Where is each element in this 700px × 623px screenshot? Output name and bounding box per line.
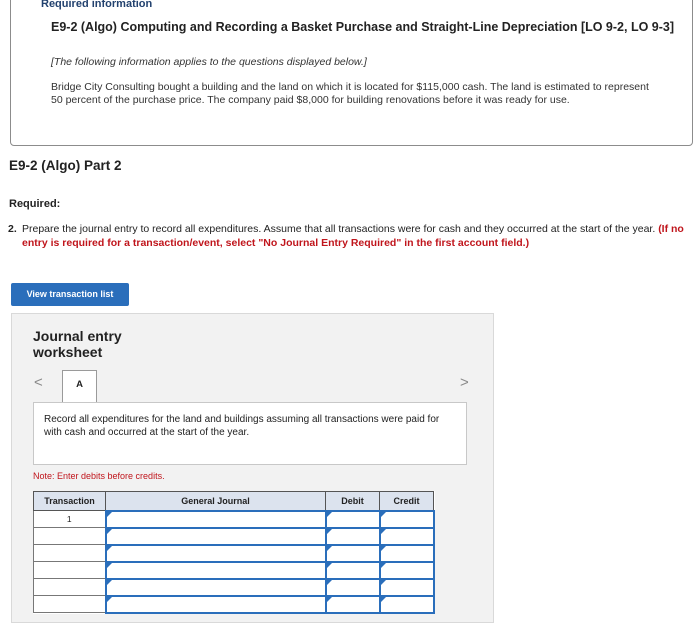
transaction-cell [34,528,106,545]
account-field[interactable] [106,545,326,562]
required-information-panel [10,0,693,146]
header-debit: Debit [326,492,380,511]
account-field[interactable] [106,562,326,579]
question-text: Prepare the journal entry to record all expenditures. Assume that all transactions were for cash and they occurred at the start of the year. [22,223,656,235]
required-label: Required: [9,198,61,210]
transaction-cell: 1 [34,511,106,528]
credit-field[interactable] [380,579,434,596]
table-row [34,528,434,545]
worksheet-title: Journal entry worksheet [33,328,122,360]
journal-entry-worksheet [11,313,494,623]
table-row [34,596,434,613]
tab-a[interactable]: A [62,370,97,402]
debits-note: Note: Enter debits before credits. [33,471,165,481]
chevron-right-icon[interactable]: > [460,374,469,391]
problem-intro: Bridge City Consulting bought a building and the land on which it is located for $115,000 cash. The land is estimated to represent 50 percent of the purchase price. The company paid $8,000 for building renovations before it was ready for use. [51,81,649,106]
account-field[interactable] [106,579,326,596]
required-information-heading: Required information [41,0,153,10]
question [8,222,694,249]
header-general-journal: General Journal [106,492,326,511]
credit-field[interactable] [380,528,434,545]
table-row [34,545,434,562]
header-credit: Credit [380,492,434,511]
debit-field[interactable] [326,545,380,562]
credit-field[interactable] [380,596,434,613]
header-transaction: Transaction [34,492,106,511]
credit-field[interactable] [380,545,434,562]
table-row [34,562,434,579]
transaction-cell [34,562,106,579]
table-row [34,511,434,528]
journal-table [33,491,435,614]
applies-note: [The following information applies to the questions displayed below.] [51,56,367,68]
debit-field[interactable] [326,596,380,613]
transaction-cell [34,596,106,613]
chevron-left-icon[interactable]: < [34,374,43,391]
transaction-cell [34,545,106,562]
credit-field[interactable] [380,562,434,579]
debit-field[interactable] [326,579,380,596]
question-note: (If no entry is required for a transaction/event, select "No Journal Entry Required" in the first account field.) [22,223,684,249]
debit-field[interactable] [326,528,380,545]
debit-field[interactable] [326,511,380,528]
account-field[interactable] [106,511,326,528]
question-number: 2. [8,223,17,235]
table-row [34,579,434,596]
worksheet-instruction: Record all expenditures for the land and buildings assuming all transactions were paid for with cash and occurred at the start of the year. [33,402,467,465]
debit-field[interactable] [326,562,380,579]
problem-title: E9-2 (Algo) Computing and Recording a Basket Purchase and Straight-Line Depreciation [LO 9-2, LO 9-3] [51,20,675,34]
view-transaction-list-button[interactable]: View transaction list [11,283,129,306]
part-title: E9-2 (Algo) Part 2 [9,158,122,173]
credit-field[interactable] [380,511,434,528]
account-field[interactable] [106,596,326,613]
account-field[interactable] [106,528,326,545]
transaction-cell [34,579,106,596]
